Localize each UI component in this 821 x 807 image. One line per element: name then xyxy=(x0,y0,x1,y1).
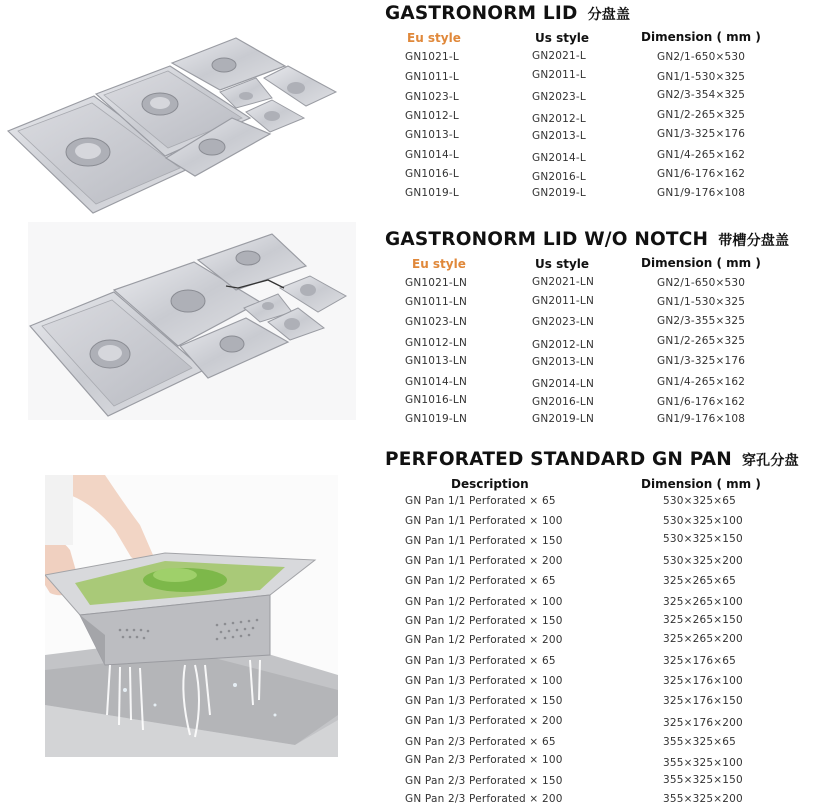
table-cell: GN2014-LN xyxy=(532,378,595,390)
section-title xyxy=(385,3,630,24)
table-cell: GN1/9-176×108 xyxy=(657,413,746,425)
table-cell: GN Pan 1/2 Perforated × 150 xyxy=(405,615,563,627)
table-cell: GN1011-LN xyxy=(405,296,468,308)
table-cell: GN2/3-355×325 xyxy=(657,315,746,327)
section-title-text: PERFORATED STANDARD GN PAN xyxy=(385,449,732,470)
table-cell: GN Pan 1/2 Perforated × 100 xyxy=(405,596,563,608)
header-us-style: Us style xyxy=(535,257,590,271)
table-cell: GN2012-LN xyxy=(532,339,595,351)
table-cell: 530×325×200 xyxy=(663,555,743,567)
table-cell: GN1021-L xyxy=(405,51,459,63)
table-cell: 530×325×150 xyxy=(663,533,743,545)
header-dimension: Dimension ( mm ) xyxy=(641,30,761,44)
table-cell: 355×325×150 xyxy=(663,774,743,786)
table-cell: GN Pan 1/1 Perforated × 200 xyxy=(405,555,563,567)
header-description: Description xyxy=(451,477,529,491)
table-cell: 355×325×200 xyxy=(663,793,743,805)
section-title xyxy=(385,229,789,250)
table-cell: GN1013-L xyxy=(405,129,459,141)
table-cell: GN2013-L xyxy=(532,130,586,142)
section-title-text: GASTRONORM LID xyxy=(385,3,578,24)
table-cell: GN1/2-265×325 xyxy=(657,109,746,121)
table-cell: GN1023-L xyxy=(405,91,459,103)
table-cell: GN2016-LN xyxy=(532,396,595,408)
table-cell: GN Pan 1/2 Perforated × 65 xyxy=(405,575,556,587)
table-cell: GN1014-LN xyxy=(405,376,468,388)
table-cell: GN1/9-176×108 xyxy=(657,187,746,199)
table-cell: GN2/1-650×530 xyxy=(657,51,746,63)
table-cell: GN Pan 1/2 Perforated × 200 xyxy=(405,634,563,646)
table-cell: GN1/4-265×162 xyxy=(657,376,746,388)
table-cell: GN2011-LN xyxy=(532,295,595,307)
table-cell: 355×325×65 xyxy=(663,736,737,748)
table-cell: GN2014-L xyxy=(532,152,586,164)
table-cell: GN Pan 2/3 Perforated × 65 xyxy=(405,736,556,748)
table-cell: GN1014-L xyxy=(405,149,459,161)
table-cell: GN2/3-354×325 xyxy=(657,89,746,101)
table-cell: GN1016-LN xyxy=(405,394,468,406)
table-cell: 325×265×100 xyxy=(663,596,743,608)
table-cell: GN1023-LN xyxy=(405,316,468,328)
table-cell: GN1/2-265×325 xyxy=(657,335,746,347)
table-cell: 325×265×200 xyxy=(663,633,743,645)
table-cell: GN2012-L xyxy=(532,113,586,125)
table-cell: GN2021-L xyxy=(532,50,586,62)
table-cell: GN Pan 2/3 Perforated × 200 xyxy=(405,793,563,805)
header-dimension: Dimension ( mm ) xyxy=(641,477,761,491)
perforated-pan-image xyxy=(45,475,338,757)
table-cell: GN Pan 1/3 Perforated × 100 xyxy=(405,675,563,687)
table-cell: GN Pan 1/3 Perforated × 150 xyxy=(405,695,563,707)
table-cell: GN1/3-325×176 xyxy=(657,355,746,367)
table-cell: GN1012-LN xyxy=(405,337,468,349)
notched-lids-image xyxy=(28,222,356,420)
section-title xyxy=(385,449,799,470)
table-cell: GN1/6-176×162 xyxy=(657,396,746,408)
table-cell: GN Pan 1/3 Perforated × 65 xyxy=(405,655,556,667)
table-cell: GN2016-L xyxy=(532,171,586,183)
table-cell: GN1/6-176×162 xyxy=(657,168,746,180)
table-cell: GN1/1-530×325 xyxy=(657,71,746,83)
table-cell: GN2013-LN xyxy=(532,356,595,368)
section-title-cn: 穿孔分盘 xyxy=(741,453,799,469)
table-cell: GN1011-L xyxy=(405,71,459,83)
table-cell: GN Pan 1/3 Perforated × 200 xyxy=(405,715,563,727)
header-dimension: Dimension ( mm ) xyxy=(641,256,761,270)
table-cell: GN1019-L xyxy=(405,187,459,199)
table-cell: 530×325×65 xyxy=(663,495,737,507)
table-cell: 325×176×100 xyxy=(663,675,743,687)
header-eu-style: Eu style xyxy=(407,31,461,45)
header-eu-style: Eu style xyxy=(412,257,466,271)
table-cell: GN2/1-650×530 xyxy=(657,277,746,289)
table-cell: GN Pan 2/3 Perforated × 100 xyxy=(405,754,563,766)
table-cell: GN1/3-325×176 xyxy=(657,128,746,140)
table-cell: 325×265×150 xyxy=(663,614,743,626)
table-cell: GN Pan 1/1 Perforated × 100 xyxy=(405,515,563,527)
table-cell: 325×176×200 xyxy=(663,717,743,729)
table-cell: GN2023-LN xyxy=(532,316,595,328)
table-cell: 325×176×65 xyxy=(663,655,737,667)
header-us-style: Us style xyxy=(535,31,590,45)
table-cell: GN2011-L xyxy=(532,69,586,81)
section-title-cn: 分盘盖 xyxy=(587,7,631,23)
table-cell: GN1/4-265×162 xyxy=(657,149,746,161)
gastronorm-lids-image xyxy=(0,8,370,220)
table-cell: GN Pan 2/3 Perforated × 150 xyxy=(405,775,563,787)
table-cell: 325×265×65 xyxy=(663,575,737,587)
table-cell: GN1/1-530×325 xyxy=(657,296,746,308)
table-cell: GN1013-LN xyxy=(405,355,468,367)
table-cell: GN2021-LN xyxy=(532,276,595,288)
table-cell: 355×325×100 xyxy=(663,757,743,769)
table-cell: GN1021-LN xyxy=(405,277,468,289)
table-cell: GN1016-L xyxy=(405,168,459,180)
section-title-cn: 带槽分盘盖 xyxy=(718,233,790,249)
table-cell: GN2023-L xyxy=(532,91,586,103)
table-cell: GN Pan 1/1 Perforated × 150 xyxy=(405,535,563,547)
section-title-text: GASTRONORM LID W/O NOTCH xyxy=(385,229,709,250)
table-cell: GN2019-L xyxy=(532,187,586,199)
table-cell: 530×325×100 xyxy=(663,515,743,527)
table-cell: 325×176×150 xyxy=(663,695,743,707)
table-cell: GN Pan 1/1 Perforated × 65 xyxy=(405,495,556,507)
table-cell: GN2019-LN xyxy=(532,413,595,425)
table-cell: GN1019-LN xyxy=(405,413,468,425)
table-cell: GN1012-L xyxy=(405,110,459,122)
